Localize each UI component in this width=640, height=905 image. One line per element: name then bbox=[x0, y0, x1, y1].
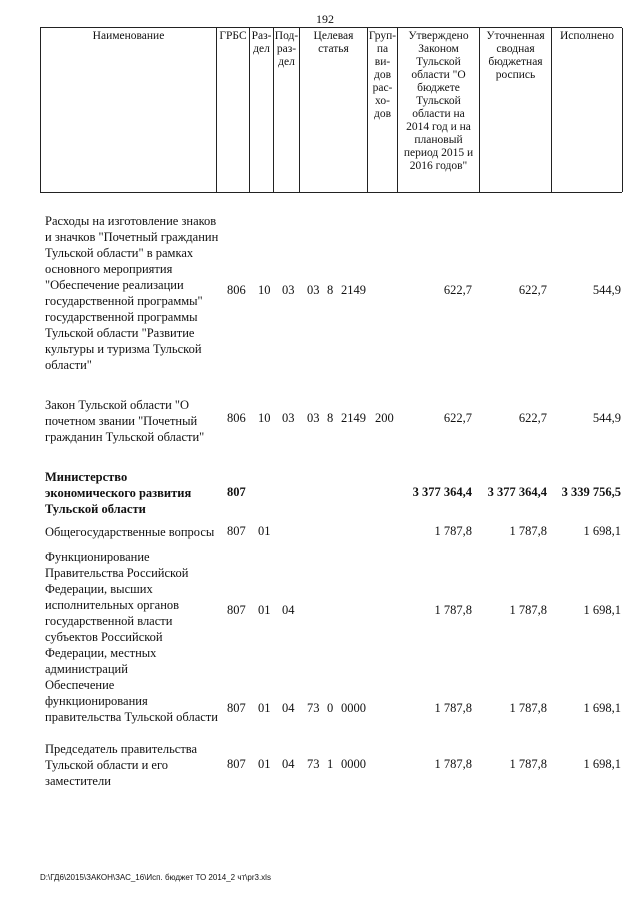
cell-cs2: 1 bbox=[327, 757, 334, 771]
cell-grbs: 807 bbox=[227, 757, 246, 771]
cell-refined: 1 787,8 bbox=[509, 524, 547, 538]
cell-refined: 622,7 bbox=[518, 283, 547, 297]
cell-podrazdel: 04 bbox=[282, 757, 295, 771]
cell-podrazdel: 03 bbox=[282, 411, 295, 425]
cell-approved: 1 787,8 bbox=[434, 524, 472, 538]
cell-podrazdel: 04 bbox=[282, 701, 295, 715]
cell-razdel: 10 bbox=[258, 411, 271, 425]
header-podrazdel: Под- раз- дел bbox=[274, 28, 300, 192]
cell-grbs: 807 bbox=[227, 485, 246, 499]
cell-cs1: 73 bbox=[307, 701, 320, 715]
cell-cs1: 03 bbox=[307, 411, 320, 425]
cell-razdel: 01 bbox=[258, 603, 271, 617]
cell-cs3: 0000 bbox=[341, 701, 366, 715]
cell-group: 200 bbox=[375, 411, 394, 425]
row-name: Функционирование Правительства Российской Федерации, высших исполнительных органов государственной власти субъектов Российской Федерации, местных администраций bbox=[45, 550, 189, 676]
cell-refined: 1 787,8 bbox=[509, 603, 547, 617]
cell-approved: 1 787,8 bbox=[434, 701, 472, 715]
cell-grbs: 807 bbox=[227, 603, 246, 617]
header-approved: Утверждено Законом Тульской области "О бюджете Тульской области на 2014 год и на плановый период 2015 и 2016 годов" bbox=[398, 28, 480, 192]
cell-cs3: 2149 bbox=[341, 411, 366, 425]
cell-cs2: 0 bbox=[327, 701, 334, 715]
cell-refined: 1 787,8 bbox=[509, 757, 547, 771]
cell-razdel: 01 bbox=[258, 757, 271, 771]
cell-cs2: 8 bbox=[327, 411, 334, 425]
header-name: Наименование bbox=[41, 28, 217, 192]
header-executed: Исполнено bbox=[552, 28, 623, 192]
row-name: Председатель правительства Тульской области и его заместители bbox=[45, 742, 198, 788]
cell-executed: 544,9 bbox=[592, 283, 621, 297]
row-name: Общегосударственные вопросы bbox=[45, 525, 215, 539]
header-grbs: ГРБС bbox=[217, 28, 250, 192]
table-header bbox=[40, 27, 622, 193]
row-name: Закон Тульской области "О почетном звании "Почетный гражданин Тульской области" bbox=[45, 398, 205, 444]
cell-approved: 1 787,8 bbox=[434, 757, 472, 771]
cell-grbs: 806 bbox=[227, 283, 246, 297]
footer-path: D:\ГД6\2015\ЗАКОН\ЗАС_16\Исп. бюджет ТО 2014_2 чт\pr3.xls bbox=[40, 873, 271, 882]
cell-razdel: 10 bbox=[258, 283, 271, 297]
cell-podrazdel: 03 bbox=[282, 283, 295, 297]
page-number: 192 bbox=[316, 12, 334, 26]
cell-approved: 3 377 364,4 bbox=[412, 485, 472, 499]
cell-grbs: 807 bbox=[227, 524, 246, 538]
row-name: Расходы на изготовление знаков и значков "Почетный гражданин Тульской области" в рамках основного мероприятия "Обеспечение реализации государственной программы" государственной программы Тульской области "Развитие культуры и туризма Тульской области" bbox=[45, 214, 219, 372]
cell-executed: 1 698,1 bbox=[583, 524, 621, 538]
cell-podrazdel: 04 bbox=[282, 603, 295, 617]
cell-refined: 1 787,8 bbox=[509, 701, 547, 715]
cell-razdel: 01 bbox=[258, 701, 271, 715]
header-group: Груп- па ви- дов рас- хо- дов bbox=[368, 28, 398, 192]
cell-executed: 1 698,1 bbox=[583, 757, 621, 771]
cell-cs2: 8 bbox=[327, 283, 334, 297]
cell-grbs: 806 bbox=[227, 411, 246, 425]
cell-cs1: 03 bbox=[307, 283, 320, 297]
row-name: Обеспечение функционирования правительства Тульской области bbox=[45, 678, 218, 724]
cell-cs1: 73 bbox=[307, 757, 320, 771]
header-razdel: Раз- дел bbox=[250, 28, 274, 192]
cell-approved: 1 787,8 bbox=[434, 603, 472, 617]
cell-refined: 3 377 364,4 bbox=[487, 485, 547, 499]
cell-cs3: 0000 bbox=[341, 757, 366, 771]
cell-executed: 1 698,1 bbox=[583, 701, 621, 715]
cell-razdel: 01 bbox=[258, 524, 271, 538]
header-target: Целевая статья bbox=[300, 28, 368, 192]
cell-executed: 1 698,1 bbox=[583, 603, 621, 617]
cell-executed: 3 339 756,5 bbox=[561, 485, 621, 499]
cell-executed: 544,9 bbox=[592, 411, 621, 425]
header-refined: Уточненная сводная бюджетная роспись bbox=[480, 28, 552, 192]
cell-approved: 622,7 bbox=[443, 283, 472, 297]
cell-approved: 622,7 bbox=[443, 411, 472, 425]
cell-cs3: 2149 bbox=[341, 283, 366, 297]
cell-refined: 622,7 bbox=[518, 411, 547, 425]
cell-grbs: 807 bbox=[227, 701, 246, 715]
row-name: Министерство экономического развития Тульской области bbox=[45, 470, 192, 516]
